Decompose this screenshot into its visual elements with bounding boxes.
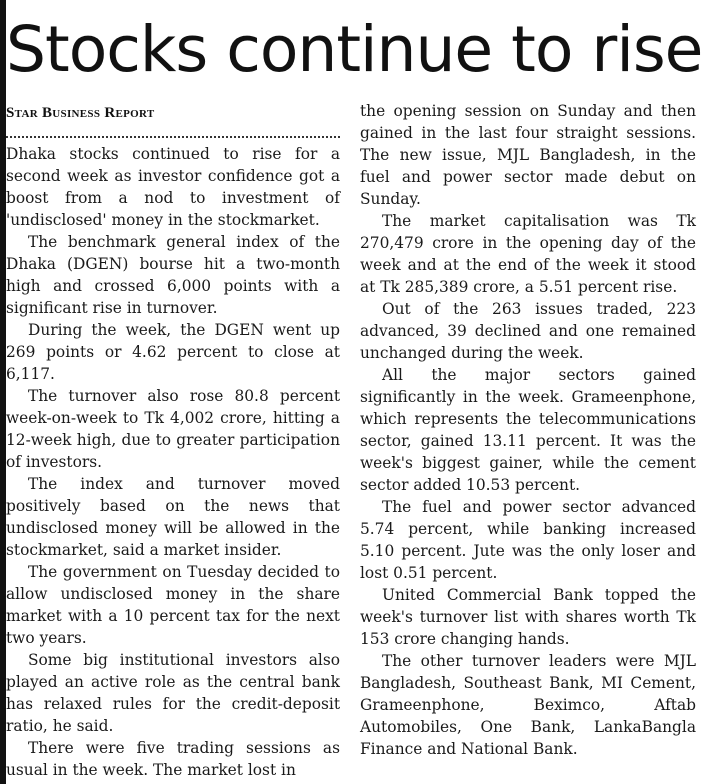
article-column-right xyxy=(360,100,696,760)
article-column-left xyxy=(6,100,340,781)
article-paragraph-continued: the opening session on Sunday and then gained in the last four straight sessions. The new issue, MJL Bangladesh, in the fuel and power sector made debut on Sunday. xyxy=(360,102,696,208)
headline: Stocks continue to rise xyxy=(6,13,703,86)
dotted-divider xyxy=(6,136,340,138)
article-paragraph: The benchmark general index of the Dhaka (DGEN) bourse hit a two-month high and crossed 6,000 points with a significant rise in turnover. xyxy=(6,233,340,317)
article-paragraph: Dhaka stocks continued to rise for a second week as investor confidence got a boost from a nod to investment of 'undisclosed' money in the stockmarket. xyxy=(6,145,340,229)
article-paragraph: The market capitalisation was Tk 270,479 crore in the opening day of the week and at the end of the week it stood at Tk 285,389 crore, a 5.51 percent rise. xyxy=(360,212,696,296)
article-paragraph: The other turnover leaders were MJL Bangladesh, Southeast Bank, MI Cement, Grameenphone, Beximco, Aftab Automobiles, One Bank, LankaBangla Finance and National Bank. xyxy=(360,652,696,758)
article-paragraph: There were five trading sessions as usual in the week. The market lost in xyxy=(6,739,340,779)
article-paragraph: The index and turnover moved positively based on the news that undisclosed money will be allowed in the stockmarket, said a market insider. xyxy=(6,475,340,559)
article-paragraph: Some big institutional investors also played an active role as the central bank has relaxed rules for the credit-deposit ratio, he said. xyxy=(6,651,340,735)
article-paragraph: The fuel and power sector advanced 5.74 percent, while banking increased 5.10 percent. Jute was the only loser and lost 0.51 percent. xyxy=(360,498,696,582)
article-paragraph: All the major sectors gained significantly in the week. Grameenphone, which represents the telecommunications sector, gained 13.11 percent. It was the week's biggest gainer, while the cement sector added 10.53 percent. xyxy=(360,366,696,494)
article-paragraph: During the week, the DGEN went up 269 points or 4.62 percent to close at 6,117. xyxy=(6,321,340,383)
article-paragraph: Out of the 263 issues traded, 223 advanced, 39 declined and one remained unchanged during the week. xyxy=(360,300,696,362)
article-paragraph: The turnover also rose 80.8 percent week-on-week to Tk 4,002 crore, hitting a 12-week high, due to greater participation of investors. xyxy=(6,387,340,471)
byline: Star Business Report xyxy=(6,105,155,121)
article-paragraph: United Commercial Bank topped the week's turnover list with shares worth Tk 153 crore changing hands. xyxy=(360,586,696,648)
article-paragraph: The government on Tuesday decided to allow undisclosed money in the share market with a 10 percent tax for the next two years. xyxy=(6,563,340,647)
